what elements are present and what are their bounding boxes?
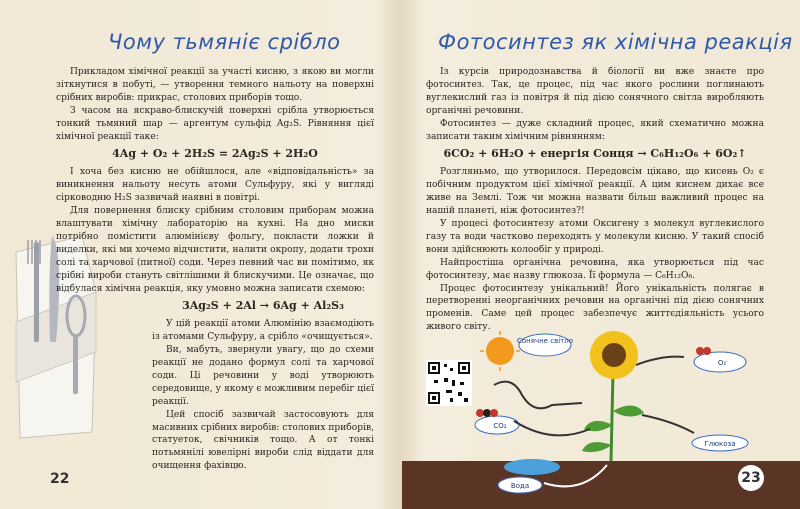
- sunflower-head: [590, 331, 638, 379]
- equation-silver-cleaning: 3Ag₂S + 2Al → 6Ag + Al₂S₃: [182, 299, 344, 313]
- right-paragraph-6: Процес фотосинтезу унікальний! Його унікальність полягає в перетворенні неорганічних речовин на органічні під дією сонячних променів. Саме цей процес забезпечує життєдіяльність усього живого світу.: [426, 283, 764, 333]
- left-paragraph-3: І хоча без кисню не обійшлося, але «відповідальність» за виникнення нальоту несуть атоми Сульфуру, які у вигляді сірководню H₂S зазвичай наявні в повітрі.: [56, 167, 374, 204]
- sunlight-arrow: [494, 382, 582, 409]
- left-paragraph-6: Ви, мабуть, звернули увагу, що до схеми реакції не додано формул солі та харчової соди. Ці речовини у воді утворюють середовище, у якому є можливим перебіг цієї реакції.: [152, 345, 374, 407]
- sunflower-stem: [611, 373, 613, 461]
- co2-arrow: [514, 421, 590, 435]
- co2-label: CO₂: [493, 422, 507, 430]
- left-paragraph-1: Прикладом хімічної реакції за участі кисню, з якою ви могли зіткнутися в побуті, — утворення темного нальоту на поверхні срібних виробів: прикрас, столових приборів тощо.: [56, 67, 374, 103]
- glucose-arrow: [642, 415, 694, 433]
- oxygen-label: O₂: [717, 359, 727, 367]
- right-paragraph-1: Із курсів природознавства й біології ви вже знаєте про фотосинтез. Так, це процес, під час якого рослини поглинають вуглекислий газ із повітря й під дією сонячного світла виробляють органічні речовини.: [426, 67, 764, 116]
- right-page: [402, 0, 800, 509]
- qr-code[interactable]: [426, 360, 472, 406]
- left-narrow-column: [152, 300, 374, 473]
- left-paragraph-2: З часом на яскраво-блискучій поверхні срібла утворюється тонкий тьмяний шар — аргентум сульфід Ag₂S. Рівняння цієї хімічної реакції таке:: [56, 105, 374, 142]
- left-page-number: 22: [50, 471, 70, 487]
- right-page-text: [426, 66, 764, 334]
- water-puddle: [504, 459, 560, 475]
- left-page-title: Чому тьмяніє срібло: [108, 30, 341, 54]
- right-page-title: Фотосинтез як хімічна реакція: [438, 30, 793, 54]
- sun-icon: [486, 337, 514, 365]
- glucose-label: Глюкоза: [704, 440, 736, 448]
- right-paragraph-3: Розгляньмо, що утворилося. Передовсім цікаво, що кисень O₂ є побічним продуктом цієї хімічної реакції. А цим киснем дихає все живе на Землі. Тож чи можна назвати більш важливий процес на нашій планеті, ніж фотосинтез?!: [426, 167, 764, 217]
- left-paragraph-7: Цей спосіб зазвичай застосовують для масивних срібних виробів: столових приборів, статуеток, свічників тощо. А от тонкі потьмянілі ювелірні вироби слід віддати для очищення фахівцю.: [152, 409, 374, 472]
- right-page-number: 23: [738, 465, 764, 491]
- equation-silver-tarnish: 4Ag + O₂ + 2H₂S = 2Ag₂S + 2H₂O: [112, 147, 318, 161]
- oxygen-arrow: [636, 357, 684, 365]
- left-page: [0, 0, 398, 509]
- sunlight-label: Сонячне світло: [517, 337, 573, 345]
- left-paragraph-5: У цій реакції атоми Алюмінію взаємодіють із атомами Сульфуру, а срібло «очищується».: [152, 319, 374, 343]
- right-paragraph-5: Найпростіша органічна речовина, яка утворюється під час фотосинтезу, має назву глюкоза. Її формула — C₆H₁₂O₆.: [426, 257, 764, 281]
- equation-photosynthesis: 6CO₂ + 6H₂O + енергія Сонця → C₆H₁₂O₆ + 6O₂↑: [443, 147, 747, 161]
- left-page-text: [56, 66, 374, 473]
- left-paragraph-4: Для повернення блиску срібним столовим приборам можна влаштувати хімічну лабораторію на кухні. На дно миски потрібно помістити алюмінієву фольгу, покласти ложки й виделки, які ми хочемо відчистити, налити окропу, додати трохи солі та харчової (питної) соди. Через певний час ви помітимо, як срібні вироби стануть світлішими й блискучими. Це означає, що відбулася хімічна реакція, яку умовно можна записати схемою:: [56, 206, 374, 294]
- right-paragraph-2: Фотосинтез — дуже складний процес, який схематично можна записати таким хімічним рівнянням:: [426, 118, 764, 142]
- right-paragraph-4: У процесі фотосинтезу атоми Оксигену з молекул вуглекислого газу та води частково переходять у молекули кисню. У такий спосіб вони здійснюють колообіг у природі.: [426, 218, 764, 255]
- water-label: Вода: [510, 482, 530, 490]
